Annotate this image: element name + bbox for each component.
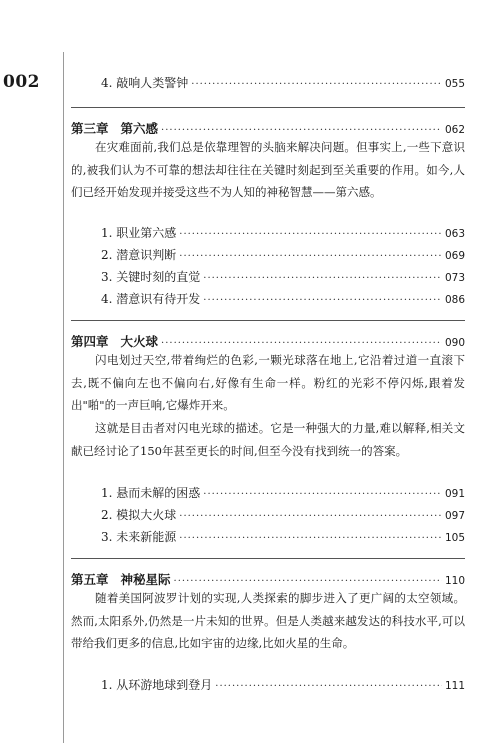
toc-entry-label: 3. 未来新能源 [101, 530, 177, 544]
chapter-title: 第六感 [120, 121, 159, 136]
toc-entry-page: 097 [444, 510, 465, 522]
toc-entry-label: 1. 职业第六感 [101, 226, 177, 240]
chapter-heading[interactable] [71, 119, 465, 137]
toc-entry[interactable] [71, 246, 465, 263]
toc-entry[interactable] [71, 290, 465, 307]
toc-entry[interactable] [71, 676, 465, 693]
toc-entry[interactable] [71, 268, 465, 285]
leader-dots [161, 338, 442, 349]
leader-dots [203, 295, 442, 306]
chapter-page: 062 [444, 124, 465, 136]
toc-entry[interactable] [71, 484, 465, 501]
leader-dots [161, 125, 442, 136]
leader-dots [203, 489, 442, 500]
chapter-summary: 这就是目击者对闪电光球的描述。它是一种强大的力量,难以解释,相关文献已经讨论了150年甚至更长的时间,但至今没有找到统一的答案。 [71, 421, 465, 458]
toc-entry-page: 105 [444, 532, 465, 544]
chapter-page: 110 [444, 575, 465, 587]
chapter-number: 第五章 [71, 572, 109, 587]
leader-dots [179, 229, 442, 240]
toc-entry-label: 4. 敲响人类警钟 [101, 76, 189, 90]
chapter-divider [71, 320, 465, 321]
toc-entry-page: 055 [444, 78, 465, 90]
margin-rule [63, 52, 64, 743]
chapter-page: 090 [444, 337, 465, 349]
toc-entry[interactable] [71, 506, 465, 523]
toc-entry-page: 073 [444, 272, 465, 284]
toc-entry-page: 111 [444, 680, 465, 692]
chapter-summary: 随着美国阿波罗计划的实现,人类探索的脚步进入了更广阔的太空领域。然而,太阳系外,仍然是一片未知的世界。但是人类越来越发达的科技水平,可以带给我们更多的信息,比如宇宙的边缘,比如火星的生命。 [71, 591, 465, 650]
leader-dots [191, 79, 442, 90]
leader-dots [215, 681, 442, 692]
toc-entry[interactable] [71, 528, 465, 545]
leader-dots [179, 251, 442, 262]
chapter-heading[interactable] [71, 570, 465, 588]
toc-entry-label: 3. 关键时刻的直觉 [101, 270, 201, 284]
toc-entry-label: 2. 潜意识判断 [101, 248, 177, 262]
chapter-number: 第三章 [71, 121, 109, 136]
chapter-divider [71, 558, 465, 559]
chapter-heading[interactable] [71, 332, 465, 350]
leader-dots [203, 273, 442, 284]
toc-entry-label: 2. 模拟大火球 [101, 508, 177, 522]
leader-dots [179, 511, 442, 522]
leader-dots [174, 576, 442, 587]
toc-entry[interactable] [71, 74, 465, 91]
toc-entry-label: 1. 从环游地球到登月 [101, 678, 213, 692]
toc-entry-page: 091 [444, 488, 465, 500]
chapter-divider [71, 107, 465, 108]
chapter-summary: 闪电划过天空,带着绚烂的色彩,一颗光球落在地上,它沿着过道一直滚下去,既不偏向左也不偏向右,好像有生命一样。粉红的光彩不停闪烁,跟着发出"啪"的一声巨响,它爆炸开来。 [71, 353, 465, 412]
toc-entry-page: 063 [444, 228, 465, 240]
toc-entry-page: 086 [444, 294, 465, 306]
toc-entry-label: 4. 潜意识有待开发 [101, 292, 201, 306]
chapter-summary: 在灾难面前,我们总是依靠理智的头脑来解决问题。但事实上,一些下意识的,被我们认为不可靠的想法却往往在关键时刻起到至关重要的作用。如今,人们已经开始发现并接受这些不为人知的神秘智慧——第六感。 [71, 140, 465, 199]
toc-entry[interactable] [71, 224, 465, 241]
leader-dots [179, 533, 442, 544]
chapter-title: 大火球 [120, 334, 159, 349]
page-number: 002 [3, 72, 40, 92]
chapter-number: 第四章 [71, 334, 109, 349]
toc-entry-label: 1. 悬而未解的困惑 [101, 486, 201, 500]
toc-entry-page: 069 [444, 250, 465, 262]
chapter-title: 神秘星际 [120, 572, 171, 587]
